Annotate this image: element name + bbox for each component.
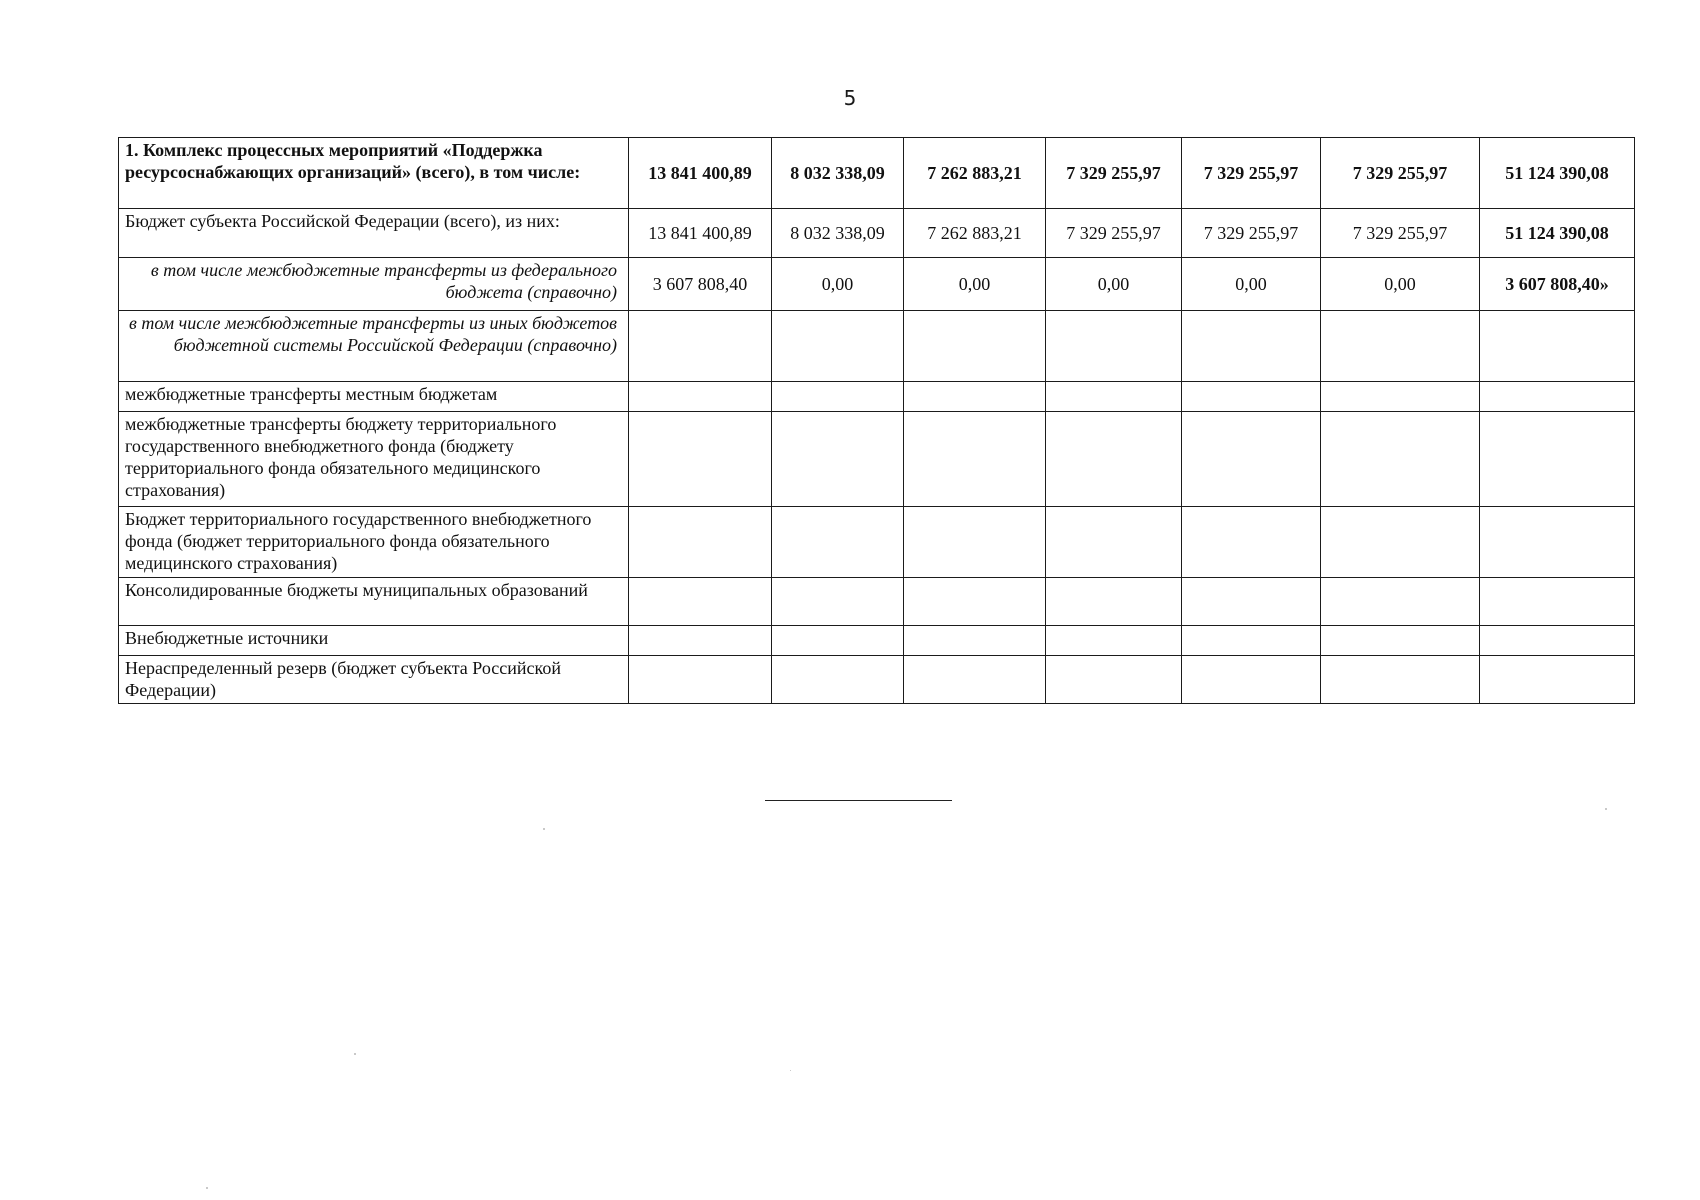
- budget-table: [118, 137, 1635, 704]
- value-cell: [904, 412, 1046, 507]
- value-cell: [772, 626, 904, 656]
- value-cell: [904, 382, 1046, 412]
- value-cell: 8 032 338,09: [772, 209, 904, 258]
- row-label: Нераспределенный резерв (бюджет субъекта Российской Федерации): [119, 656, 629, 704]
- table-row-other-transfers: [119, 311, 1635, 382]
- row-label: межбюджетные трансферты бюджету территориального государственного внебюджетного фонда (бюджету территориального фонда обязательного медицинского страхования): [119, 412, 629, 507]
- value-cell: [1046, 412, 1182, 507]
- value-cell: [904, 507, 1046, 578]
- value-cell: 13 841 400,89: [629, 138, 772, 209]
- row-label: Внебюджетные источники: [119, 626, 629, 656]
- value-cell: [1321, 578, 1480, 626]
- value-cell: [629, 656, 772, 704]
- value-cell: 3 607 808,40»: [1480, 258, 1635, 311]
- row-label: в том числе межбюджетные трансферты из федерального бюджета (справочно): [119, 258, 629, 311]
- value-cell: 0,00: [1182, 258, 1321, 311]
- value-cell: 0,00: [904, 258, 1046, 311]
- value-cell: [1321, 311, 1480, 382]
- value-cell: [1046, 382, 1182, 412]
- value-cell: 0,00: [1046, 258, 1182, 311]
- end-of-document-rule: [765, 800, 952, 801]
- scan-speck: [354, 1053, 356, 1055]
- value-cell: [1480, 656, 1635, 704]
- row-label: межбюджетные трансферты местным бюджетам: [119, 382, 629, 412]
- value-cell: 7 329 255,97: [1321, 209, 1480, 258]
- row-label: Консолидированные бюджеты муниципальных образований: [119, 578, 629, 626]
- value-cell: [772, 507, 904, 578]
- value-cell: [1321, 507, 1480, 578]
- value-cell: 51 124 390,08: [1480, 138, 1635, 209]
- scan-speck: [790, 1070, 791, 1071]
- value-cell: [1321, 656, 1480, 704]
- value-cell: 7 262 883,21: [904, 209, 1046, 258]
- value-cell: [1321, 412, 1480, 507]
- value-cell: [1046, 311, 1182, 382]
- value-cell: [629, 626, 772, 656]
- table-row-federal-transfers: [119, 258, 1635, 311]
- value-cell: 0,00: [1321, 258, 1480, 311]
- value-cell: [1182, 507, 1321, 578]
- value-cell: [1480, 626, 1635, 656]
- table-row-fund-budget: [119, 507, 1635, 578]
- value-cell: 3 607 808,40: [629, 258, 772, 311]
- scan-speck: [206, 1187, 208, 1189]
- value-cell: 7 329 255,97: [1046, 138, 1182, 209]
- value-cell: [629, 507, 772, 578]
- value-cell: 7 329 255,97: [1182, 209, 1321, 258]
- table-row-municipal-budgets: [119, 578, 1635, 626]
- value-cell: [1480, 382, 1635, 412]
- value-cell: 7 329 255,97: [1046, 209, 1182, 258]
- value-cell: [904, 626, 1046, 656]
- scan-speck: [1605, 808, 1607, 810]
- value-cell: [1046, 507, 1182, 578]
- value-cell: [629, 412, 772, 507]
- table-row-fund-transfers: [119, 412, 1635, 507]
- value-cell: [904, 311, 1046, 382]
- row-label: Бюджет субъекта Российской Федерации (всего), из них:: [119, 209, 629, 258]
- table-row-regional-budget: [119, 209, 1635, 258]
- value-cell: [1480, 507, 1635, 578]
- value-cell: 8 032 338,09: [772, 138, 904, 209]
- value-cell: 7 329 255,97: [1182, 138, 1321, 209]
- scan-speck: [543, 828, 545, 830]
- row-label: Бюджет территориального государственного внебюджетного фонда (бюджет территориального фонда обязательного медицинского страхования): [119, 507, 629, 578]
- value-cell: [629, 382, 772, 412]
- value-cell: [1046, 578, 1182, 626]
- table-row-local-transfers: [119, 382, 1635, 412]
- value-cell: 7 329 255,97: [1321, 138, 1480, 209]
- value-cell: [772, 578, 904, 626]
- value-cell: [1480, 412, 1635, 507]
- value-cell: [629, 578, 772, 626]
- value-cell: [1046, 656, 1182, 704]
- row-label: 1. Комплекс процессных мероприятий «Поддержка ресурсоснабжающих организаций» (всего), в том числе:: [119, 138, 629, 209]
- value-cell: [904, 656, 1046, 704]
- table-row-unallocated-reserve: [119, 656, 1635, 704]
- value-cell: [904, 578, 1046, 626]
- value-cell: [1182, 626, 1321, 656]
- value-cell: 0,00: [772, 258, 904, 311]
- value-cell: [1182, 578, 1321, 626]
- value-cell: 7 262 883,21: [904, 138, 1046, 209]
- value-cell: [1480, 311, 1635, 382]
- value-cell: [1182, 382, 1321, 412]
- value-cell: [772, 382, 904, 412]
- row-label: в том числе межбюджетные трансферты из иных бюджетов бюджетной системы Российской Федерации (справочно): [119, 311, 629, 382]
- value-cell: [1182, 412, 1321, 507]
- value-cell: [1046, 626, 1182, 656]
- value-cell: [1182, 311, 1321, 382]
- value-cell: [629, 311, 772, 382]
- value-cell: 13 841 400,89: [629, 209, 772, 258]
- value-cell: [1321, 382, 1480, 412]
- page-number: 5: [843, 86, 857, 110]
- value-cell: [1182, 656, 1321, 704]
- value-cell: [772, 656, 904, 704]
- table-row-extrabudgetary: [119, 626, 1635, 656]
- value-cell: [772, 412, 904, 507]
- value-cell: [772, 311, 904, 382]
- value-cell: [1480, 578, 1635, 626]
- value-cell: 51 124 390,08: [1480, 209, 1635, 258]
- value-cell: [1321, 626, 1480, 656]
- table-row-program-total: [119, 138, 1635, 209]
